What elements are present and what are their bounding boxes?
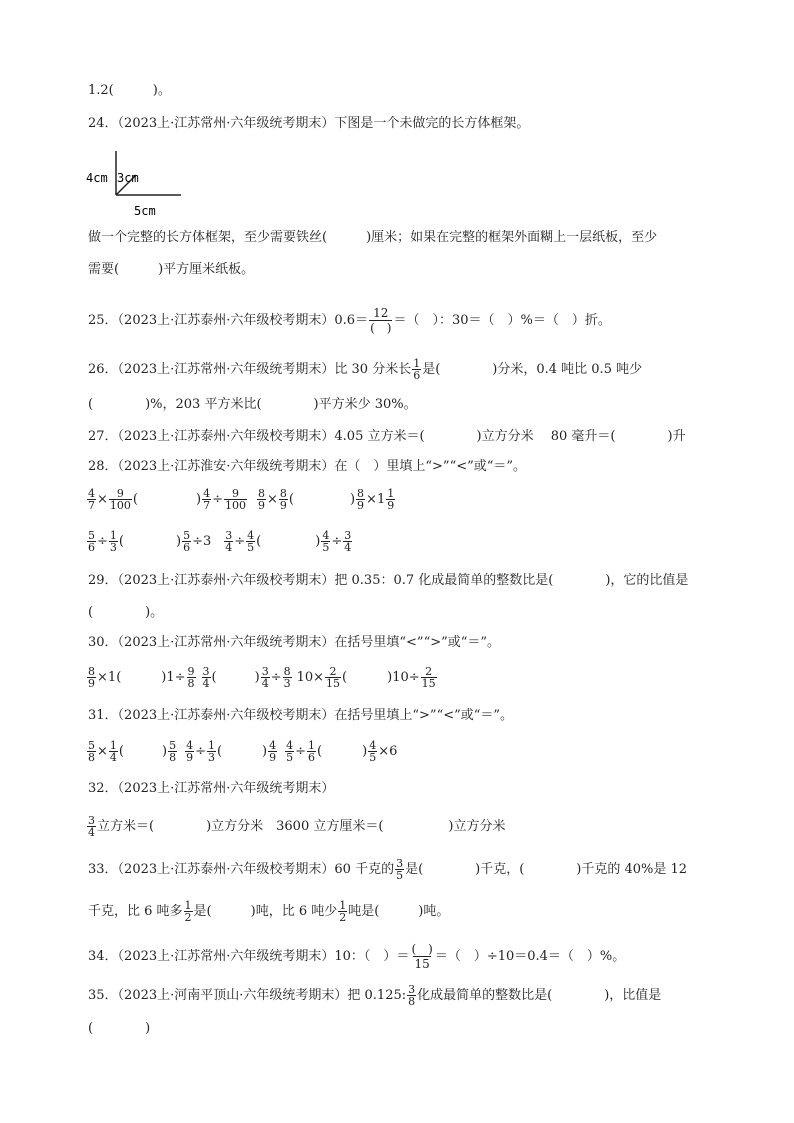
- fraction-numerator: 4: [322, 529, 330, 542]
- fraction-numerator: 4: [247, 529, 255, 542]
- fraction-denominator: 15: [414, 957, 430, 971]
- q28-row2: $\frac{5}{6}$ ÷ $\frac{1}{3}$ ( ) $\frac{5}{6}$ ÷3 $\frac{3}{4}$ ÷ $\frac{4}{5}$ ( ) $\frac{4}{5}$ ÷ $\frac{3}{4}$: [88, 529, 352, 554]
- text-segment: 35．（2023上·河南平顶山·六年级统考期末）把 0.125:: [88, 988, 407, 1003]
- fraction: [343, 530, 352, 553]
- fraction-denominator: 9: [279, 499, 287, 512]
- q25-tail: ＝（ ）：30＝（ ）%＝（ ）折。: [393, 313, 611, 328]
- fraction-numerator: ( ): [411, 942, 433, 956]
- q34-line: [88, 942, 625, 971]
- q25-fraction: [369, 306, 392, 335]
- fraction-denominator: 8: [187, 677, 195, 690]
- fraction: [421, 666, 437, 689]
- q32-stem: 32．（2023上·江苏常州·六年级统考期末）: [88, 781, 335, 796]
- fraction-denominator: 9: [186, 751, 194, 764]
- text-segment: 1: [376, 492, 386, 507]
- fraction-denominator: 9: [387, 499, 395, 512]
- fraction-denominator: 5: [369, 751, 377, 764]
- fraction: [356, 488, 365, 511]
- q29-line1: 29．（2023上·江苏泰州·六年级校考期末）把 0.35：0.7 化成最简单的整数比是( )，它的比值是: [88, 573, 689, 588]
- text-segment: 千克，比 6 吨多: [88, 904, 183, 919]
- dim-height-label: 4cm: [86, 171, 108, 185]
- fraction: [268, 740, 277, 763]
- fraction-numerator: 8: [357, 487, 365, 500]
- fraction-denominator: 3: [207, 751, 215, 764]
- fraction-denominator: 8: [88, 751, 95, 764]
- fraction-numerator: 4: [369, 739, 377, 752]
- fraction-numerator: 3: [202, 665, 210, 678]
- fraction-numerator: 3: [88, 814, 95, 827]
- fraction: [207, 740, 216, 763]
- fraction-denominator: 6: [308, 751, 316, 764]
- fraction-denominator: 6: [413, 369, 421, 382]
- fraction-numerator: 8: [283, 665, 291, 678]
- fraction-denominator: 3: [109, 541, 117, 554]
- fraction-numerator: 2: [425, 665, 433, 678]
- fraction-numerator: 1: [184, 899, 192, 912]
- fraction-numerator: 8: [257, 487, 265, 500]
- fraction: [87, 666, 96, 689]
- fraction: [109, 488, 132, 511]
- q33-line1: [88, 858, 687, 881]
- q24-line2: 需要( )平方厘米纸板。: [88, 262, 255, 277]
- q31-stem: 31．（2023上·江苏泰州·六年级校考期末）在括号里填上“>”“<”或“＝”。: [88, 708, 514, 723]
- fraction: [187, 666, 196, 689]
- text-segment: 3: [202, 534, 212, 549]
- fraction: [307, 740, 316, 763]
- fraction: [285, 740, 294, 763]
- fraction-denominator: 9: [257, 499, 265, 512]
- q28-row1: $\frac{4}{7}$ × $\frac{9}{100}$ ( ) $\frac{4}{7}$ ÷ $\frac{9}{100}$ $\frac{8}{9}$ × $\frac{8}{9}$ ( ) $\frac{8}{9}$ ×1 $\frac{1}{9}$: [88, 487, 395, 512]
- fraction-numerator: 4: [88, 487, 95, 500]
- q25-line: [88, 306, 611, 335]
- fraction-numerator: 1: [109, 529, 117, 542]
- fraction: [109, 530, 118, 553]
- fraction-denominator: 7: [203, 499, 211, 512]
- fraction-numerator: 4: [186, 739, 194, 752]
- fraction: [87, 815, 96, 838]
- q35-line2: ( ): [88, 1021, 151, 1036]
- fraction-denominator: 4: [225, 541, 233, 554]
- fraction: [202, 488, 211, 511]
- fraction-denominator: ( ): [370, 321, 392, 335]
- fraction-numerator: 3: [344, 529, 352, 542]
- q30-stem: 30．（2023上·江苏常州·六年级统考期末）在括号里填“<”“>”或“＝”。: [88, 635, 501, 650]
- fraction-denominator: 6: [183, 541, 191, 554]
- fraction: [87, 740, 96, 763]
- fraction-numerator: 3: [261, 665, 269, 678]
- text-segment: 26．（2023上·江苏常州·六年级统考期末）比 30 分米长: [88, 362, 412, 377]
- fraction-denominator: 8: [169, 751, 177, 764]
- fraction: [261, 666, 270, 689]
- text-segment: 立方米＝( )立方分米 3600 立方厘米＝( )立方分米: [97, 819, 506, 834]
- fraction-denominator: 5: [286, 751, 294, 764]
- fraction: [109, 740, 118, 763]
- q26-line2: ( )%，203 平方米比( )平方米少 30%。: [88, 397, 417, 412]
- fraction-denominator: 4: [261, 677, 269, 690]
- fraction: [182, 530, 191, 553]
- fraction: [279, 488, 288, 511]
- fraction-numerator: 3: [225, 529, 233, 542]
- fraction: [246, 530, 255, 553]
- q23-tail: 1.2( )。: [88, 83, 171, 98]
- q29-line2: ( )。: [88, 605, 164, 620]
- fraction: [386, 488, 395, 511]
- fraction: [87, 530, 96, 553]
- fraction: [168, 740, 177, 763]
- fraction-denominator: 100: [224, 499, 246, 512]
- fraction-numerator: 4: [269, 739, 277, 752]
- fraction-numerator: 5: [88, 739, 95, 752]
- fraction: [224, 488, 247, 511]
- q28-stem: 28．（2023上·江苏淮安·六年级统考期末）在（ ）里填上“>”“<”或“＝”。: [88, 459, 527, 474]
- fraction-numerator: 1: [207, 739, 215, 752]
- text-segment: 34．（2023上·江苏常州·六年级统考期末）10：（ ）＝: [88, 949, 410, 964]
- text-segment: ＝（ ）÷10＝0.4＝（ ）%。: [434, 949, 626, 964]
- text-segment: 10: [392, 670, 409, 685]
- text-segment: 1: [166, 670, 175, 685]
- q27-line: 27．（2023上·江苏泰州·六年级校考期末）4.05 立方米＝( )立方分米 80 毫升＝( )升: [88, 429, 686, 444]
- dim-width-label: 3cm: [117, 171, 139, 185]
- fraction-denominator: 3: [283, 677, 291, 690]
- text-segment: 是( )千克，( )千克的 40%是 12: [405, 862, 688, 877]
- fraction-denominator: 2: [184, 911, 192, 924]
- fraction-numerator: 12: [373, 306, 389, 320]
- fraction: [184, 900, 193, 923]
- text-segment: 1: [107, 670, 117, 685]
- fraction: [368, 740, 377, 763]
- fraction-numerator: 5: [169, 739, 177, 752]
- q26-line1: [88, 358, 642, 381]
- fraction-denominator: 6: [88, 541, 95, 554]
- q30-row: $\frac{8}{9}$ ×1( )1÷ $\frac{9}{8}$ $\frac{3}{4}$ ( ) $\frac{3}{4}$ ÷ $\frac{8}{3}$ 10× $\frac{2}{15}$ ( )10÷ $\frac{2}{15}$: [88, 665, 436, 690]
- fraction-numerator: 1: [413, 357, 421, 370]
- q24-line1: 做一个完整的长方体框架，至少需要铁丝( )厘米；如果在完整的框架外面糊上一层纸板，至少: [88, 230, 658, 245]
- fraction-denominator: 100: [109, 499, 131, 512]
- dim-length-label: 5cm: [134, 204, 156, 218]
- fraction-numerator: 5: [183, 529, 191, 542]
- fraction-numerator: 9: [187, 665, 195, 678]
- fraction-numerator: 1: [339, 899, 347, 912]
- fraction: [338, 900, 347, 923]
- text-segment: 化成最简单的整数比是( )，比值是: [417, 988, 662, 1003]
- q32-row: [86, 815, 506, 838]
- fraction-denominator: 8: [408, 995, 416, 1008]
- fraction: [407, 984, 416, 1007]
- q34-fraction: [410, 942, 433, 971]
- fraction: [202, 666, 211, 689]
- fraction-numerator: 4: [286, 739, 294, 752]
- fraction-denominator: 7: [88, 499, 95, 512]
- q33-line2: [88, 900, 449, 923]
- q26-fraction: [412, 358, 421, 381]
- text-segment: 33．（2023上·江苏泰州·六年级校考期末）60 千克的: [88, 862, 395, 877]
- fraction-numerator: 1: [109, 739, 117, 752]
- fraction-denominator: 4: [109, 751, 117, 764]
- fraction-denominator: 15: [326, 677, 341, 690]
- fraction-denominator: 9: [269, 751, 277, 764]
- fraction-denominator: 5: [322, 541, 330, 554]
- q24-stem: 24．（2023上·江苏常州·六年级统考期末）下图是一个未做完的长方体框架。: [88, 116, 530, 131]
- fraction-denominator: 4: [88, 826, 95, 839]
- fraction: [321, 530, 330, 553]
- text-segment: 是( )吨，比 6 吨少: [193, 904, 338, 919]
- fraction-denominator: 15: [421, 677, 436, 690]
- fraction-denominator: 5: [396, 869, 404, 882]
- fraction: [283, 666, 292, 689]
- fraction-denominator: 2: [339, 911, 347, 924]
- fraction: [224, 530, 233, 553]
- fraction-numerator: 8: [279, 487, 287, 500]
- fraction-numerator: 3: [408, 983, 416, 996]
- fraction-denominator: 4: [344, 541, 352, 554]
- fraction: [395, 858, 404, 881]
- text-segment: 6: [389, 744, 398, 759]
- fraction-numerator: 3: [396, 857, 404, 870]
- fraction: [185, 740, 194, 763]
- fraction-numerator: 5: [88, 529, 95, 542]
- fraction-numerator: 2: [329, 665, 337, 678]
- fraction-denominator: 9: [88, 677, 95, 690]
- fraction-denominator: 4: [202, 677, 210, 690]
- fraction-numerator: 9: [231, 487, 239, 500]
- fraction: [325, 666, 341, 689]
- q25-stem: 25．（2023上·江苏泰州·六年级校考期末）0.6＝: [88, 313, 369, 328]
- fraction: [257, 488, 266, 511]
- cuboid-frame-diagram: [86, 146, 216, 221]
- text-segment: 10: [296, 670, 314, 685]
- fraction-numerator: 1: [308, 739, 316, 752]
- fraction: [87, 488, 96, 511]
- fraction-denominator: 9: [357, 499, 365, 512]
- q35-line1: [88, 984, 661, 1007]
- fraction-numerator: 4: [203, 487, 211, 500]
- fraction-numerator: 8: [88, 665, 95, 678]
- fraction-numerator: 1: [387, 487, 395, 500]
- fraction-denominator: 5: [247, 541, 255, 554]
- fraction-numerator: 9: [116, 487, 124, 500]
- text-segment: 是( )分米，0.4 吨比 0.5 吨少: [422, 362, 643, 377]
- q31-row: $\frac{5}{8}$ × $\frac{1}{4}$ ( ) $\frac{5}{8}$ $\frac{4}{9}$ ÷ $\frac{1}{3}$ ( ) $\frac{4}{9}$ $\frac{4}{5}$ ÷ $\frac{1}{6}$ ( ) $\frac{4}{5}$ ×6: [88, 739, 398, 764]
- text-segment: 吨是( )吨。: [348, 904, 450, 919]
